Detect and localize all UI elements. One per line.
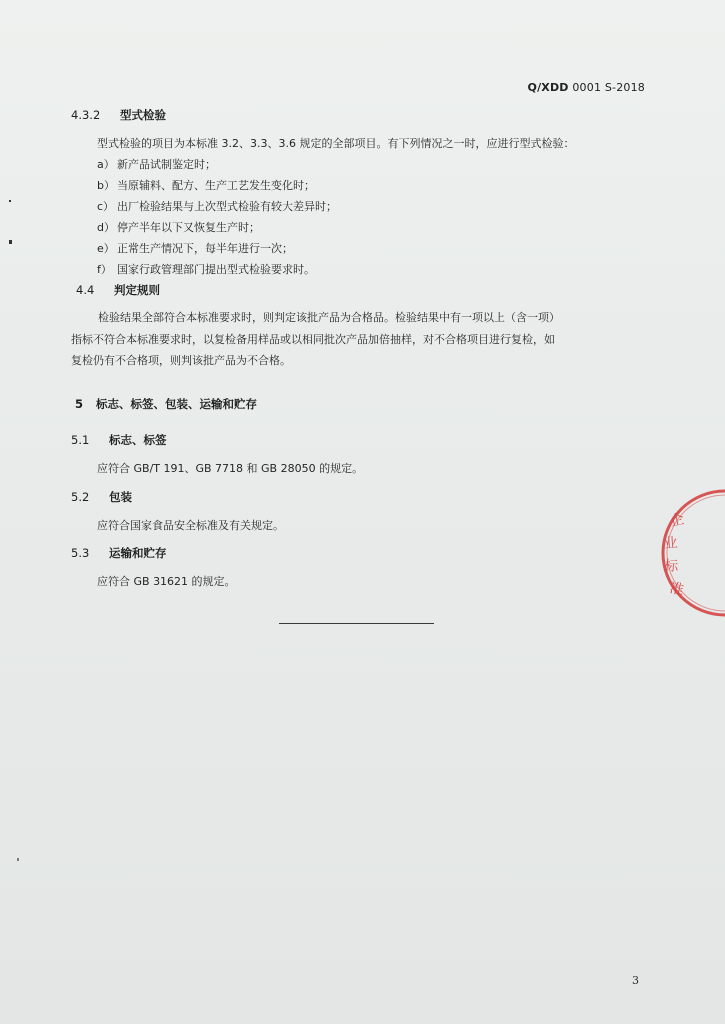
list-item-text: 新产品试制鉴定时； [117,158,216,171]
svg-text:企: 企 [668,511,686,530]
heading-5-2 [71,489,132,505]
type-inspection-conditions-list [97,154,337,280]
list-marker: a） [97,158,115,171]
list-item-text: 停产半年以下又恢复生产时； [117,221,260,234]
heading-title: 运输和贮存 [109,546,167,560]
list-marker: d） [97,221,115,234]
list-marker: c） [97,200,115,213]
heading-4-4 [76,282,160,298]
list-item [97,154,337,175]
paragraph-line: 检验结果全部符合本标准要求时，则判定该批产品为合格品。检验结果中有一项以上（含一项） [98,311,560,324]
heading-title: 标志、标签 [109,433,167,447]
heading-title: 包装 [109,490,133,504]
list-item-text: 国家行政管理部门提出型式检验要求时。 [117,263,315,276]
heading-number: 4.3.2 [71,108,101,122]
section-5-3-text: 应符合 GB 31621 的规定。 [97,575,236,588]
heading-title: 型式检验 [120,108,167,122]
seal-graphic [647,488,725,618]
section-5-1-text: 应符合 GB/T 191、GB 7718 和 GB 28050 的规定。 [97,462,364,475]
standard-code-prefix: Q/XDD [527,81,569,94]
heading-5 [75,396,257,412]
heading-number: 5 [75,397,84,411]
heading-4-3-2 [71,107,166,123]
judgement-rules-paragraph [71,307,646,372]
red-seal-stamp [647,488,725,618]
list-item [97,196,337,217]
list-item-text: 正常生产情况下，每半年进行一次； [117,242,293,255]
list-item [97,217,337,238]
heading-title: 判定规则 [114,283,161,297]
heading-5-3 [71,545,167,561]
paragraph-line: 指标不符合本标准要求时，以复检备用样品或以相同批次产品加倍抽样，对不合格项目进行复检，如 [71,332,555,346]
svg-text:准: 准 [668,580,686,599]
heading-title: 标志、标签、包装、运输和贮存 [96,397,258,411]
list-item-text: 出厂检验结果与上次型式检验有较大差异时； [117,200,337,213]
paragraph-line: 复检仍有不合格项，则判该批产品为不合格。 [71,354,291,367]
list-marker: e） [97,242,115,255]
standard-code-number: 0001 S-2018 [572,81,645,94]
list-item-text: 当原辅料、配方、生产工艺发生变化时； [117,179,315,192]
section-5-2-text: 应符合国家食品安全标准及有关规定。 [97,519,284,532]
heading-number: 5.2 [71,490,90,504]
list-item [97,238,337,259]
heading-5-1 [71,432,167,448]
svg-text:业: 业 [663,535,679,552]
scan-speck [9,200,11,202]
list-item [97,259,337,280]
page-number: 3 [632,974,639,987]
heading-number: 4.4 [76,283,95,297]
svg-text:标: 标 [663,558,679,575]
end-of-document-rule [279,623,434,624]
list-marker: b） [97,179,115,192]
heading-number: 5.1 [71,433,90,447]
type-inspection-intro: 型式检验的项目为本标准 3.2、3.3、3.6 规定的全部项目。有下列情况之一时，应进行型式检验： [97,137,575,150]
scan-speck [17,858,19,861]
list-marker: f） [97,263,112,276]
heading-number: 5.3 [71,546,90,560]
scan-speck [9,240,12,244]
list-item [97,175,337,196]
standard-code [528,81,645,94]
